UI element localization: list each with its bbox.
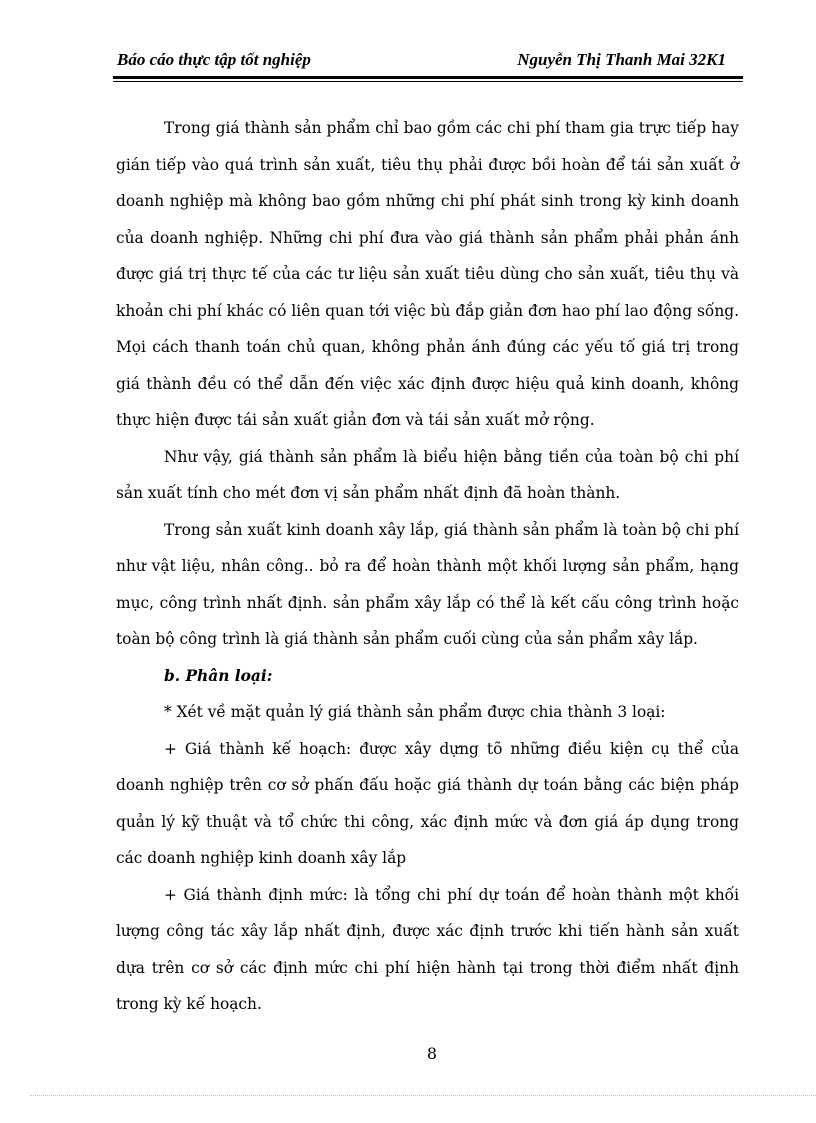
header-rule-thin xyxy=(113,81,743,82)
page-number: 8 xyxy=(426,1044,438,1063)
header-report-title: Báo cáo thực tập tốt nghiệp xyxy=(117,50,311,69)
paragraph-classification-intro: * Xét về mặt quản lý giá thành sản phẩm được chia thành 3 loại: xyxy=(164,703,666,721)
header-author: Nguyễn Thị Thanh Mai 32K1 xyxy=(517,50,726,69)
paragraph-planned-cost: + Giá thành kế hoạch: được xây dựng tõ những điều kiện cụ thể của doanh nghiệp trên cơ sở phấn đấu hoặc giá thành dự toán bằng các biện pháp quản lý kỹ thuật và tổ chức thi công, xác định mức và đơn giá áp dụng trong các doanh nghiệp kinh doanh xây lắp xyxy=(116,739,739,867)
paragraph-price-costs: Trong giá thành sản phẩm chỉ bao gồm các chi phí tham gia trực tiếp hay gián tiếp vào quá trình sản xuất, tiêu thụ phải được bồi hoàn để tái sản xuất ở doanh nghiệp mà không bao gồm những chi phí phát sinh trong kỳ kinh doanh của doanh nghiệp. Những chi phí đưa vào giá thành sản phẩm phải phản ánh được giá trị thực tế của các tư liệu sản xuất tiêu dùng cho sản xuất, tiêu thụ và khoản chi phí khác có liên quan tới việc bù đắp giản đơn hao phí lao động sống. Mọi cách thanh toán chủ quan, không phản ánh đúng các yếu tố giá trị trong giá thành đều có thể dẫn đến việc xác định được hiệu quả kinh doanh, không thực hiện được tái sản xuất giản đơn và tái sản xuất mở rộng. xyxy=(116,119,739,429)
page-header xyxy=(117,50,726,72)
header-rule-thick xyxy=(113,76,743,79)
footer-rule xyxy=(30,1095,816,1096)
section-heading-classification: b. Phân loại: xyxy=(164,666,273,685)
body-text xyxy=(116,110,739,1023)
paragraph-norm-cost: + Giá thành định mức: là tổng chi phí dự toán để hoàn thành một khối lượng công tác xây lắp nhất định, được xác định trước khi tiến hành sản xuất dựa trên cơ sở các định mức chi phí hiện hành tại trong thời điểm nhất định trong kỳ kế hoạch. xyxy=(116,885,739,1013)
paragraph-definition: Như vậy, giá thành sản phẩm là biểu hiện bằng tiền của toàn bộ chi phí sản xuất tính cho mét đơn vị sản phẩm nhất định đã hoàn thành. xyxy=(116,447,739,502)
paragraph-construction: Trong sản xuất kinh doanh xây lắp, giá thành sản phẩm là toàn bộ chi phí như vật liệu, nhân công.. bỏ ra để hoàn thành một khối lượng sản phẩm, hạng mục, công trình nhất định. sản phẩm xây lắp có thể là kết cấu công trình hoặc toàn bộ công trình là giá thành sản phẩm cuối cùng của sản phẩm xây lắp. xyxy=(116,520,739,648)
